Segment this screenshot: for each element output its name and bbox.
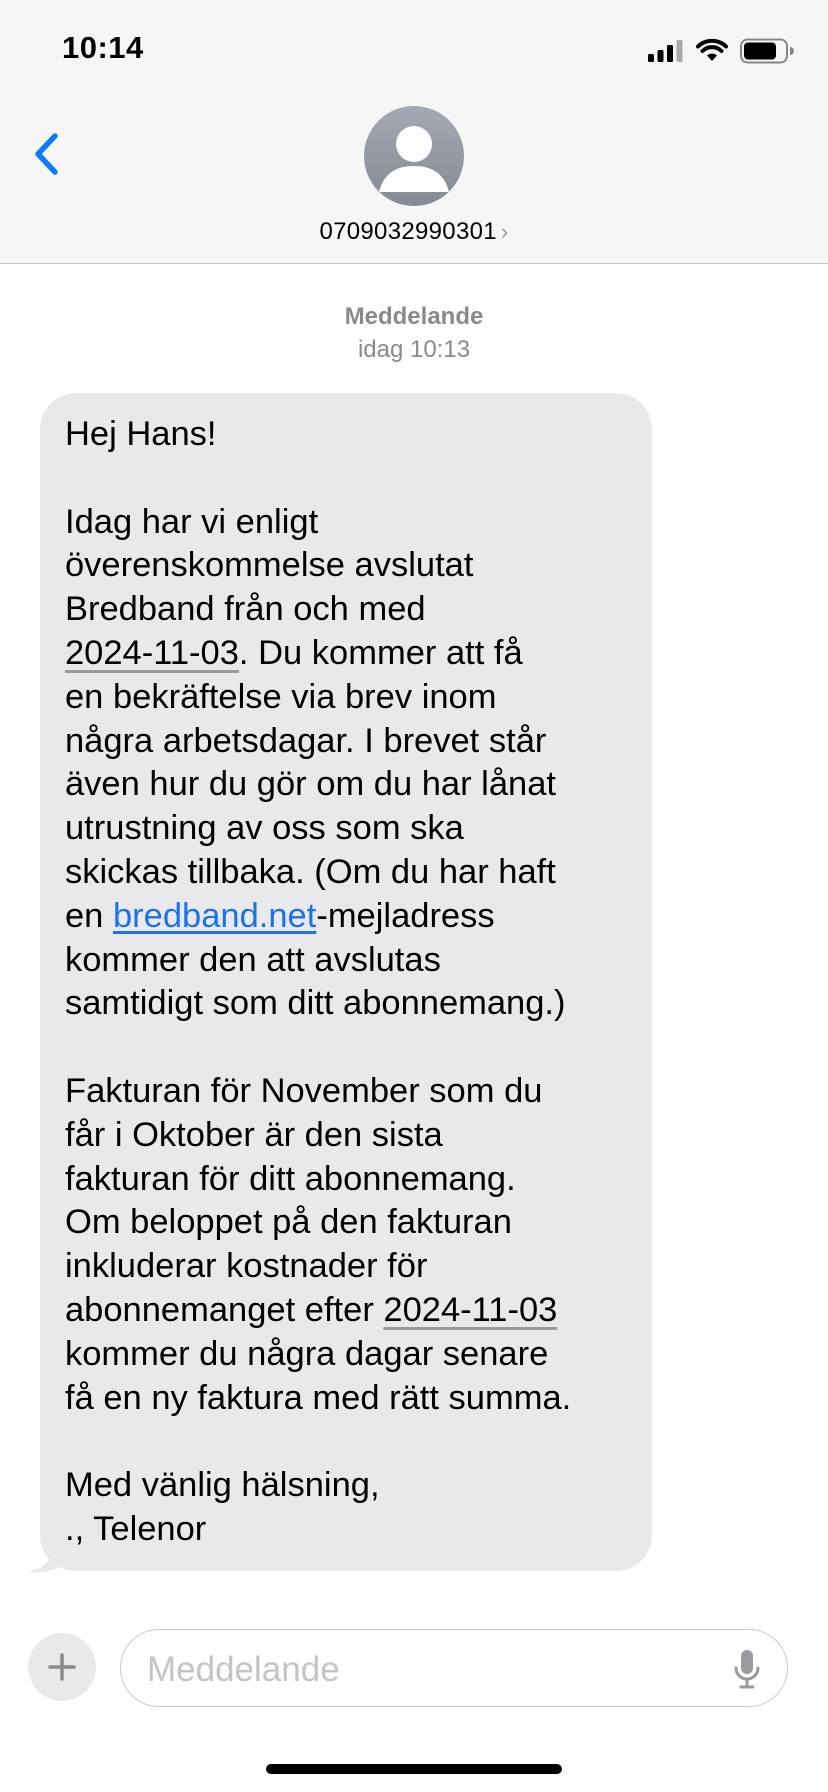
message-blank-line	[65, 1026, 628, 1070]
message-blank-line	[65, 457, 628, 501]
message-text: Hej Hans!	[65, 415, 217, 453]
message-text: kommer du några dagar senare	[65, 1334, 549, 1373]
status-time: 10:14	[62, 30, 144, 65]
message-text: ., Telenor	[65, 1509, 207, 1548]
message-line	[65, 939, 628, 983]
message-text: en bekräftelse via brev inom	[65, 677, 497, 716]
battery-icon	[740, 38, 794, 64]
message-line	[65, 895, 628, 939]
message-line	[65, 1070, 628, 1114]
chevron-right-icon: ›	[500, 219, 509, 244]
message-line	[65, 501, 628, 545]
message-text: några arbetsdagar. I brevet står	[65, 721, 547, 760]
message-text: får i Oktober är den sista	[65, 1115, 443, 1154]
status-icons	[648, 36, 794, 66]
message-text: Idag har vi enligt	[65, 502, 319, 541]
message-line	[65, 1289, 628, 1333]
date-link[interactable]: 2024-11-03	[383, 1290, 558, 1329]
message-text: kommer den att avslutas	[65, 940, 441, 979]
message-line	[65, 1464, 628, 1508]
microphone-icon[interactable]	[733, 1648, 761, 1690]
message-input-placeholder: Meddelande	[147, 1650, 340, 1689]
contact-avatar[interactable]	[364, 106, 464, 206]
message-line	[65, 1333, 628, 1377]
conversation-header	[0, 96, 828, 264]
message-line	[65, 676, 628, 720]
message-text: även hur du gör om du har lånat	[65, 765, 556, 804]
message-line	[65, 1245, 628, 1289]
message-line	[65, 632, 628, 676]
message-line	[65, 544, 628, 588]
message-bubble[interactable]	[40, 393, 652, 1571]
chevron-left-icon	[28, 124, 68, 184]
message-text: abonnemanget efter	[65, 1290, 384, 1329]
message-text: inkluderar kostnader för	[65, 1247, 428, 1286]
message-text: Om beloppet på den fakturan	[65, 1203, 512, 1242]
cellular-signal-icon	[648, 39, 684, 63]
message-line	[65, 413, 628, 457]
message-text: överenskommelse avslutat	[65, 546, 474, 585]
contact-name-text: 0709032990301	[319, 218, 497, 245]
message-line	[65, 1201, 628, 1245]
message-line	[65, 807, 628, 851]
message-text: få en ny faktura med rätt summa.	[65, 1378, 572, 1417]
message-text: samtidigt som ditt abonnemang.)	[65, 984, 566, 1023]
message-line	[65, 1508, 628, 1552]
message-line	[65, 1377, 628, 1421]
thread-timestamp: idag 10:13	[357, 336, 471, 363]
message-text: fakturan för ditt abonnemang.	[65, 1159, 516, 1198]
message-text: -mejladress	[316, 896, 495, 935]
wifi-icon	[696, 39, 728, 63]
message-line	[65, 851, 628, 895]
message-line	[65, 982, 628, 1026]
message-text: Med vänlig hälsning,	[65, 1466, 380, 1505]
message-blank-line	[65, 1420, 628, 1464]
web-link[interactable]: bredband.net	[112, 896, 317, 935]
message-input[interactable]	[120, 1629, 788, 1707]
message-text: Bredband från och med	[65, 590, 426, 629]
message-line	[65, 1158, 628, 1202]
message-text: Fakturan för November som du	[65, 1071, 543, 1110]
message-line	[65, 588, 628, 632]
message-line	[65, 720, 628, 764]
thread-label: Meddelande	[344, 303, 484, 330]
date-link[interactable]: 2024-11-03	[65, 633, 239, 672]
message-line	[65, 763, 628, 807]
plus-icon	[47, 1652, 77, 1682]
message-text: utrustning av oss som ska	[65, 809, 464, 848]
person-icon	[364, 106, 464, 206]
add-attachment-button[interactable]	[28, 1633, 96, 1701]
status-bar	[0, 0, 828, 96]
contact-name[interactable]	[0, 218, 828, 246]
message-text: skickas tillbaka. (Om du har haft	[65, 852, 556, 891]
home-indicator[interactable]	[266, 1764, 562, 1774]
back-button[interactable]	[28, 124, 68, 184]
message-line	[65, 1114, 628, 1158]
message-text: en	[65, 896, 113, 935]
message-text: . Du kommer att få	[238, 633, 523, 672]
